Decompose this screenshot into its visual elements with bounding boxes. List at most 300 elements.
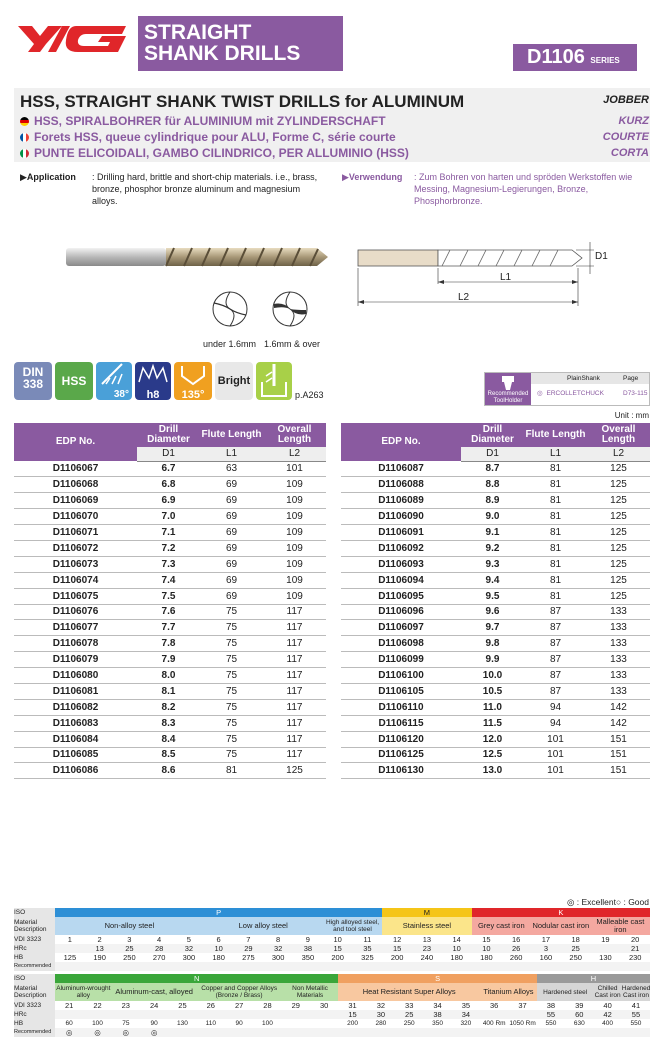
table-row — [341, 747, 650, 763]
overall-length: 117 — [263, 604, 326, 620]
table-row — [341, 525, 650, 541]
drill-diameter: 8.4 — [137, 731, 200, 747]
edp-code: D1106110 — [341, 699, 461, 715]
vdi-value: 5 — [186, 934, 191, 944]
series-code: D1106 — [527, 46, 585, 68]
table-row — [341, 477, 650, 493]
hb-value: 180 — [450, 952, 463, 962]
verwendung-text: : Zum Bohren von harten und spröden Werkstoffen wie Messing, Magnesium-Legierungen, Bronze, Phosphorbronze. — [414, 172, 633, 206]
recommendation-cell — [310, 1028, 338, 1037]
table-row — [341, 620, 650, 636]
drill-diameter: 13.0 — [461, 763, 524, 779]
overall-length: 125 — [587, 477, 650, 493]
flute-length: 75 — [200, 715, 263, 731]
group-n: N — [55, 974, 338, 983]
recommendation-cell — [501, 962, 531, 971]
edp-code: D1106086 — [14, 763, 137, 779]
recommendation-cell — [85, 962, 115, 971]
recommendation-cell — [620, 962, 650, 971]
hb-value: 260 — [509, 952, 523, 962]
recommendation-cell — [144, 962, 174, 971]
vdi-value: 31 — [348, 1000, 357, 1010]
edp-code: D1106097 — [341, 620, 461, 636]
hrc-value — [480, 1010, 508, 1019]
hrc-value: 30 — [367, 1010, 395, 1019]
hb-value: 275 — [242, 952, 255, 962]
hrc-value — [83, 1010, 111, 1019]
mat-malleable: Malleable cast iron — [591, 917, 651, 935]
flute-length: 75 — [200, 604, 263, 620]
flute-length: 69 — [200, 588, 263, 604]
hb-value: 200 — [390, 952, 404, 962]
vdi-value: 21 — [64, 1000, 74, 1010]
recommendation-cell — [168, 1028, 196, 1037]
drill-diameter: 8.7 — [461, 461, 524, 477]
overall-length: 125 — [587, 540, 650, 556]
vdi-value: 18 — [571, 934, 580, 944]
recommended-row-label: Recommended — [14, 962, 55, 971]
corta-label: CORTA — [610, 147, 649, 159]
edp-rows-right — [341, 461, 650, 779]
table-row — [14, 604, 326, 620]
hrc-value — [508, 1010, 536, 1019]
mat-heat-resistant: Heat Resistant Super Alloys — [338, 983, 480, 1001]
edp-code: D1106081 — [14, 683, 137, 699]
table-row — [14, 588, 326, 604]
edp-code: D1106091 — [341, 525, 461, 541]
table-row — [14, 477, 326, 493]
title-fr-text: Forets HSS, queue cylindrique pour ALU, Forme C, série courte — [34, 130, 396, 144]
drill-diameter: 8.6 — [137, 763, 200, 779]
vdi-value: 9 — [305, 934, 310, 944]
vdi-value: 24 — [149, 1000, 159, 1010]
tolerance-badge — [135, 362, 171, 400]
recommendation-cell — [263, 962, 293, 971]
vdi-value: 8 — [276, 934, 281, 944]
flute-length: 87 — [524, 604, 587, 620]
hss-badge: HSS — [55, 362, 93, 400]
table-row — [341, 652, 650, 668]
table-row — [341, 715, 650, 731]
hb-value: 200 — [331, 952, 344, 962]
hb-value: 270 — [152, 952, 166, 962]
vdi-value: 11 — [363, 934, 372, 944]
hrc-value: 38 — [293, 944, 323, 953]
recommendation-cell — [622, 1028, 650, 1037]
vdi-value: 29 — [291, 1000, 300, 1010]
hb-value: 300 — [271, 952, 285, 962]
title-line-1: STRAIGHT — [144, 21, 252, 44]
recommendation-cell — [412, 962, 442, 971]
recommendation-cell — [282, 1028, 310, 1037]
overall-length: 117 — [263, 620, 326, 636]
table-row — [14, 763, 326, 779]
vdi-value: 23 — [121, 1000, 130, 1010]
hb-value: 130 — [177, 1019, 188, 1027]
overall-length: 117 — [263, 652, 326, 668]
drill-diameter: 10.0 — [461, 668, 524, 684]
iso-table-bottom — [14, 974, 650, 1037]
edp-code: D1106092 — [341, 540, 461, 556]
flute-length: 75 — [200, 620, 263, 636]
hb-value — [282, 1019, 310, 1028]
overall-length: 151 — [587, 763, 650, 779]
helix-icon — [96, 362, 132, 386]
hb-value — [310, 1019, 338, 1028]
flute-length: 69 — [200, 509, 263, 525]
drill-diameter: 9.6 — [461, 604, 524, 620]
overall-length: 117 — [263, 731, 326, 747]
edp-code: D1106087 — [341, 461, 461, 477]
recommendation-cell — [353, 962, 383, 971]
hrc-value — [140, 1010, 168, 1019]
mat-chilled: Chilled Cast iron — [594, 985, 621, 999]
symbol-l2: L2 — [263, 447, 326, 461]
group-m: M — [382, 908, 471, 917]
rating-legend: ◎ : Excellent○ : Good — [566, 897, 649, 907]
vdi-value: 36 — [490, 1000, 499, 1010]
edp-code: D1106090 — [341, 509, 461, 525]
drill-diameter: 7.0 — [137, 509, 200, 525]
hb-value: 100 — [262, 1019, 273, 1027]
table-row — [14, 493, 326, 509]
iso-row-label: ISO — [14, 908, 55, 917]
vdi-value: 32 — [376, 1000, 386, 1010]
table-row — [341, 636, 650, 652]
hrc-value: 29 — [234, 944, 264, 953]
overall-length: 109 — [263, 588, 326, 604]
overall-length: 125 — [587, 509, 650, 525]
edp-code: D1106068 — [14, 477, 137, 493]
edp-code: D1106130 — [341, 763, 461, 779]
hrc-value: 21 — [620, 944, 650, 953]
drill-diameter: 8.2 — [137, 699, 200, 715]
hrc-value — [55, 1010, 83, 1019]
jobber-label: JOBBER — [603, 94, 649, 106]
toolholder-label: Recommended ToolHolder — [485, 373, 531, 405]
hrc-value — [282, 1010, 310, 1019]
vdi-value: 39 — [575, 1000, 584, 1010]
vdi-value: 14 — [452, 934, 461, 944]
hrc-value: 60 — [565, 1010, 593, 1019]
helix-angle: 38° — [113, 389, 129, 400]
flute-length: 75 — [200, 636, 263, 652]
title-fr — [20, 130, 396, 144]
flute-length: 81 — [524, 572, 587, 588]
drill-diameter: 9.4 — [461, 572, 524, 588]
under-label: under 1.6mm — [203, 339, 257, 349]
hrc-value: 25 — [395, 1010, 423, 1019]
hb-value: 630 — [573, 1019, 585, 1027]
helix-badge — [96, 362, 132, 400]
hrc-value: 25 — [115, 944, 145, 953]
mat-low-alloy: Low alloy steel — [204, 917, 323, 935]
hb-value: 325 — [361, 952, 374, 962]
drill-diameter: 11.0 — [461, 699, 524, 715]
vdi-value: 33 — [405, 1000, 414, 1010]
overall-length: 125 — [587, 525, 650, 541]
vdi-value: 26 — [206, 1000, 215, 1010]
overall-length: 125 — [587, 461, 650, 477]
flute-length: 75 — [200, 699, 263, 715]
toolholder-header — [531, 373, 649, 384]
hb-value: 110 — [205, 1019, 216, 1027]
flute-length: 101 — [524, 747, 587, 763]
drilling-icon — [256, 362, 292, 400]
edp-table-left — [14, 423, 326, 779]
iso-table-top — [14, 908, 650, 971]
hrc-value: 28 — [144, 944, 174, 953]
hrc-value: 38 — [423, 1010, 451, 1019]
toolholder-page: D73-115 — [623, 390, 648, 397]
overall-length: 133 — [587, 652, 650, 668]
hb-value: 250 — [569, 952, 582, 962]
flute-length: 81 — [200, 763, 263, 779]
table-row — [341, 588, 650, 604]
overall-length: 117 — [263, 747, 326, 763]
recommendation-cell — [480, 1028, 508, 1037]
flute-length: 69 — [200, 556, 263, 572]
edp-code: D1106078 — [14, 636, 137, 652]
flute-length: 69 — [200, 477, 263, 493]
title-it — [20, 146, 409, 160]
table-row — [14, 556, 326, 572]
point-angle-icon — [174, 362, 212, 386]
recommendation-cell — [537, 1028, 565, 1037]
vdi-value: 28 — [263, 1000, 272, 1010]
symbol-l2-r: L2 — [587, 447, 650, 461]
symbol-l1: L1 — [200, 447, 263, 461]
edp-code: D1106067 — [14, 461, 137, 477]
group-k: K — [472, 908, 651, 917]
hb-value: 90 — [235, 1019, 243, 1027]
finish-badge: Bright — [215, 362, 253, 400]
recommendation-cell: ◎ — [140, 1028, 168, 1037]
vdi-value: 34 — [433, 1000, 442, 1010]
table-row — [14, 715, 326, 731]
recommendation-cell — [234, 962, 264, 971]
italian-flag-icon — [20, 149, 29, 158]
hrc-value: 15 — [323, 944, 353, 953]
flute-length: 81 — [524, 493, 587, 509]
yg-logo — [18, 22, 130, 54]
mat-nodular: Nodular cast iron — [531, 917, 591, 935]
table-row — [341, 763, 650, 779]
overall-length: 109 — [263, 556, 326, 572]
edp-code: D1106072 — [14, 540, 137, 556]
flute-length: 69 — [200, 540, 263, 556]
recommendation-cell — [225, 1028, 253, 1037]
flute-length: 87 — [524, 668, 587, 684]
drill-diameter: 7.7 — [137, 620, 200, 636]
edp-code: D1106088 — [341, 477, 461, 493]
edp-code: D1106096 — [341, 604, 461, 620]
flute-length: 101 — [524, 731, 587, 747]
hb-value: 230 — [628, 952, 642, 962]
edp-code: D1106093 — [341, 556, 461, 572]
vdi-value: 25 — [178, 1000, 187, 1010]
edp-rows-left — [14, 461, 326, 779]
edp-code: D1106098 — [341, 636, 461, 652]
drill-photo — [62, 240, 330, 276]
edp-code: D1106075 — [14, 588, 137, 604]
header-flute: Flute Length — [200, 423, 263, 447]
vdi-value: 2 — [97, 934, 102, 944]
edp-code: D1106105 — [341, 683, 461, 699]
table-row — [341, 668, 650, 684]
overall-length: 125 — [587, 588, 650, 604]
hrc-value — [253, 1010, 281, 1019]
edp-code: D1106083 — [14, 715, 137, 731]
vdi-row-label-b: VDI 3323 — [14, 1001, 55, 1010]
hrc-value: 15 — [338, 1010, 366, 1019]
mat-copper: Copper and Copper Alloys (Bronze / Brass) — [197, 983, 282, 1001]
hrc-value — [197, 1010, 225, 1019]
flute-length: 75 — [200, 668, 263, 684]
hb-value: 300 — [182, 952, 196, 962]
edp-code: D1106099 — [341, 652, 461, 668]
french-flag-icon — [20, 133, 29, 142]
hrc-value: 25 — [561, 944, 591, 953]
edp-code: D1106077 — [14, 620, 137, 636]
table-row — [14, 668, 326, 684]
hrc-value: 10 — [472, 944, 502, 953]
drill-diameter: 7.1 — [137, 525, 200, 541]
hrc-row-label-b: HRc — [14, 1010, 55, 1019]
vdi-value: 38 — [546, 1000, 556, 1010]
toolholder-icon — [499, 375, 517, 391]
recommendation-cell — [174, 962, 204, 971]
table-row — [341, 683, 650, 699]
recommendation-cell — [561, 962, 591, 971]
drill-diameter: 7.3 — [137, 556, 200, 572]
vdi-value: 22 — [93, 1000, 102, 1010]
overall-length: 133 — [587, 683, 650, 699]
main-title: HSS, STRAIGHT SHANK TWIST DRILLS for ALUMINUM — [20, 92, 465, 111]
recommendation-cell — [565, 1028, 593, 1037]
hb-value: 180 — [480, 952, 493, 962]
recommendation-cell — [472, 962, 502, 971]
flute-length: 87 — [524, 683, 587, 699]
group-h: H — [537, 974, 650, 983]
flute-length: 75 — [200, 683, 263, 699]
drill-diameter: 9.8 — [461, 636, 524, 652]
tolerance-value: h8 — [146, 389, 160, 401]
hrc-value: 10 — [442, 944, 472, 953]
overall-length: 125 — [587, 493, 650, 509]
mat-al-wrought: Aluminum-wrought alloy — [56, 985, 111, 999]
tolerance-icon — [135, 362, 171, 386]
vdi-value: 37 — [518, 1000, 527, 1010]
edp-code: D1106094 — [341, 572, 461, 588]
symbol-l1-r: L1 — [524, 447, 587, 461]
play-icon-de: ▶ — [342, 172, 349, 182]
hb-value: 75 — [122, 1019, 130, 1027]
verwendung-label: Verwendung — [348, 172, 403, 182]
hrc-value — [310, 1010, 338, 1019]
flute-length: 81 — [524, 509, 587, 525]
vdi-value: 4 — [157, 934, 162, 944]
edp-code: D1106084 — [14, 731, 137, 747]
table-row — [341, 731, 650, 747]
drill-diameter: 8.8 — [461, 477, 524, 493]
flute-length: 81 — [524, 540, 587, 556]
hb-value: 100 — [92, 1019, 103, 1027]
hb-value: 125 — [63, 952, 77, 962]
drill-diameter: 6.8 — [137, 477, 200, 493]
hb-value: 160 — [539, 952, 553, 962]
flute-length: 75 — [200, 652, 263, 668]
edp-code: D1106070 — [14, 509, 137, 525]
recommendation-cell — [253, 1028, 281, 1037]
hrc-value — [168, 1010, 196, 1019]
hrc-value: 55 — [622, 1010, 650, 1019]
vdi-value: 27 — [234, 1000, 244, 1010]
overall-length: 117 — [263, 636, 326, 652]
flute-length: 81 — [524, 461, 587, 477]
recommendation-cell — [293, 962, 323, 971]
unit-label: Unit : mm — [614, 411, 649, 420]
hrc-value: 23 — [412, 944, 442, 953]
hrc-value: 32 — [263, 944, 293, 953]
recommendation-cell — [367, 1028, 395, 1037]
header-edp: EDP No. — [14, 423, 137, 461]
application-en — [20, 171, 330, 206]
hrc-value: 55 — [537, 1010, 565, 1019]
flute-length: 87 — [524, 620, 587, 636]
mat-high-alloy: High alloyed steel, and tool steel — [323, 917, 383, 935]
flute-length: 81 — [524, 477, 587, 493]
drill-diameter: 8.3 — [137, 715, 200, 731]
edp-code: D1106085 — [14, 747, 137, 763]
symbol-d1-r: D1 — [461, 447, 524, 461]
product-title — [138, 16, 343, 71]
overall-length: 133 — [587, 604, 650, 620]
flute-length: 69 — [200, 525, 263, 541]
hrc-value: 35 — [353, 944, 383, 953]
group-p: P — [55, 908, 382, 917]
recommendation-cell — [338, 1028, 366, 1037]
overall-length: 117 — [263, 668, 326, 684]
hb-value: 240 — [420, 952, 434, 962]
table-row — [14, 636, 326, 652]
toolholder-box — [484, 372, 650, 406]
edp-table-right — [341, 423, 650, 779]
overall-length: 117 — [263, 683, 326, 699]
point-angle-value: 135° — [181, 389, 205, 401]
table-row — [341, 699, 650, 715]
material-badge — [256, 362, 292, 400]
flute-length: 63 — [200, 461, 263, 477]
hrc-row-label: HRc — [14, 944, 55, 953]
german-flag-icon — [20, 117, 29, 126]
courte-label: COURTE — [602, 131, 649, 143]
flute-length: 81 — [524, 588, 587, 604]
title-line-2: SHANK DRILLS — [144, 42, 301, 65]
overall-length: 151 — [587, 731, 650, 747]
recommendation-cell — [423, 1028, 451, 1037]
table-row — [341, 509, 650, 525]
overall-length: 133 — [587, 668, 650, 684]
flute-length: 81 — [524, 556, 587, 572]
din-badge — [14, 362, 52, 400]
edp-code: D1106120 — [341, 731, 461, 747]
hrc-value — [112, 1010, 140, 1019]
table-row — [14, 509, 326, 525]
point-angle-badge — [174, 362, 212, 400]
overall-length: 125 — [587, 572, 650, 588]
toolholder-col2: Page — [623, 375, 639, 382]
